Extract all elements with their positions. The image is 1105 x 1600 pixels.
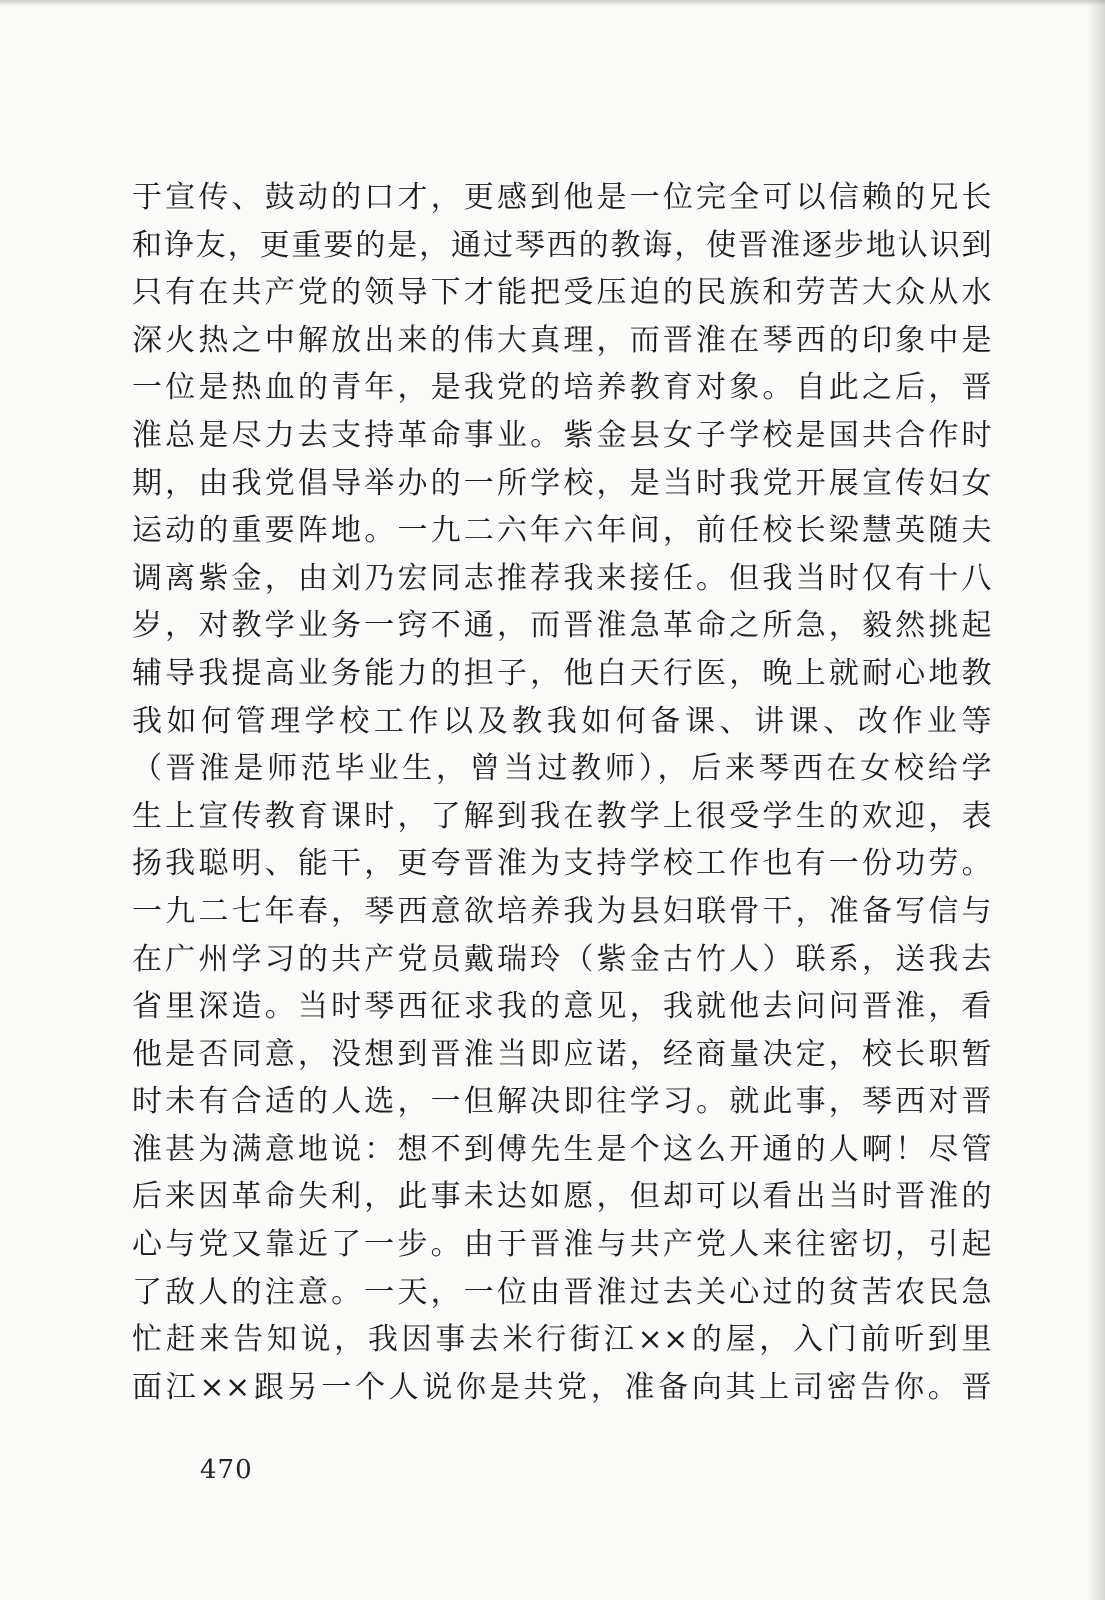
page-right-shadow <box>1087 0 1105 1600</box>
text-line: 一九二七年春，琴西意欲培养我为县妇联骨干，准备写信与 <box>132 893 992 929</box>
text-line: 我如何管理学校工作以及教我如何备课、讲课、改作业等 <box>132 703 992 739</box>
text-line: 扬我聪明、能干，更夸晋淮为支持学校工作也有一份功劳。 <box>132 846 992 882</box>
text-line: 在广州学习的共产党员戴瑞玲（紫金古竹人）联系，送我去 <box>132 941 992 977</box>
text-line: 岁，对教学业务一窍不通，而晋淮急革命之所急，毅然挑起 <box>132 608 992 644</box>
text-line: 调离紫金，由刘乃宏同志推荐我来接任。但我当时仅有十八 <box>132 560 992 596</box>
text-line: 面江××跟另一个人说你是共党，准备向其上司密告你。晋 <box>132 1369 992 1405</box>
text-line: 深火热之中解放出来的伟大真理，而晋淮在琴西的印象中是 <box>132 322 992 358</box>
text-line: 期，由我党倡导举办的一所学校，是当时我党开展宣传妇女 <box>132 465 992 501</box>
text-line: 淮总是尽力去支持革命事业。紫金县女子学校是国共合作时 <box>132 417 992 453</box>
text-line: 心与党又靠近了一步。由于晋淮与共产党人来往密切，引起 <box>132 1227 992 1263</box>
text-line: 一位是热血的青年，是我党的培养教育对象。自此之后，晋 <box>132 370 992 406</box>
text-line: 忙赶来告知说，我因事去米行街江××的屋，入门前听到里 <box>132 1322 992 1358</box>
text-line: 只有在共产党的领导下才能把受压迫的民族和劳苦大众从水 <box>132 275 992 311</box>
text-line: 他是否同意，没想到晋淮当即应诺，经商量决定，校长职暂 <box>132 1036 992 1072</box>
text-line: 后来因革命失利，此事未达如愿，但却可以看出当时晋淮的 <box>132 1179 992 1215</box>
text-line: 和诤友，更重要的是，通过琴西的教诲，使晋淮逐步地认识到 <box>132 227 992 263</box>
text-line: 省里深造。当时琴西征求我的意见，我就他去问问晋淮，看 <box>132 989 992 1025</box>
text-line: 运动的重要阵地。一九二六年六年间，前任校长梁慧英随夫 <box>132 513 992 549</box>
text-line: 于宣传、鼓动的口才，更感到他是一位完全可以信赖的兄长 <box>132 180 992 215</box>
text-line: 淮甚为满意地说：想不到傅先生是个这么开通的人啊！尽管 <box>132 1131 992 1167</box>
text-line: 辅导我提高业务能力的担子，他白天行医，晚上就耐心地教 <box>132 655 992 691</box>
text-line: （晋淮是师范毕业生，曾当过教师），后来琴西在女校给学 <box>132 751 992 787</box>
text-line: 了敌人的注意。一天，一位由晋淮过去关心过的贫苦农民急 <box>132 1274 992 1310</box>
text-line: 时未有合适的人选，一但解决即往学习。就此事，琴西对晋 <box>132 1084 992 1120</box>
text-line: 生上宣传教育课时，了解到我在教学上很受学生的欢迎，表 <box>132 798 992 834</box>
page-number: 470 <box>200 1455 253 1485</box>
body-text <box>132 174 992 1411</box>
page-top-shadow <box>0 0 1105 6</box>
